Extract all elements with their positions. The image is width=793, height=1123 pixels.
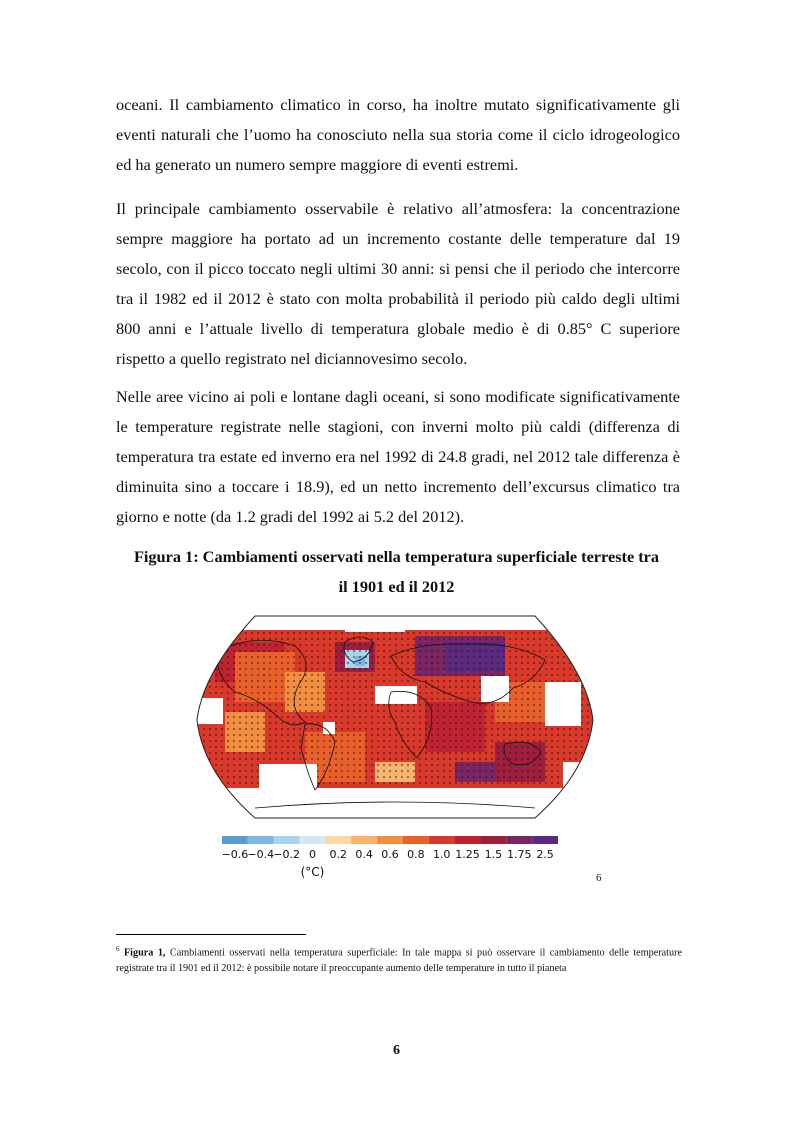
legend-tick-label: 1.75 xyxy=(506,848,532,861)
legend-swatch xyxy=(403,836,429,844)
legend-tick-label: 1.0 xyxy=(432,848,451,861)
legend-tick-label: 0.6 xyxy=(381,848,399,861)
legend-tick-label: 0.2 xyxy=(329,848,348,861)
temperature-change-map xyxy=(195,612,595,822)
footnote-number: 6 xyxy=(116,945,120,953)
paragraph-1: oceani. Il cambiamento climatico in corso, ha inoltre mutato significativamente gli eventi naturali che l’uomo ha conosciuto nella sua storia come il ciclo idrogeologico ed ha generato un numero sempre maggiore di eventi estremi. xyxy=(116,95,680,174)
footnote-separator xyxy=(116,934,306,935)
footnote xyxy=(116,941,682,977)
legend-tick-label: 2.5 xyxy=(536,848,554,861)
legend-tick-label: −0.4 xyxy=(247,848,275,861)
legend-swatch xyxy=(455,836,481,844)
legend-swatch xyxy=(480,836,506,844)
legend-swatch xyxy=(325,836,351,844)
paragraph-3: Nelle aree vicino ai poli e lontane dagli oceani, si sono modificate significativamente le temperature registrate nelle stagioni, con inverni molto più caldi (differenza di temperatura tra estate ed inverno era nel 1992 di 24.8 gradi, nel 2012 tale differenza è diminuita sino a toccare i 18.9), ed un netto incremento dell’excursus climatico tra giorno e notte (da 1.2 gradi del 1992 ai 5.2 del 2012). xyxy=(116,387,680,526)
legend-tick-label: −0.2 xyxy=(273,848,300,861)
legend-swatch xyxy=(532,836,558,844)
footnote-marker: 6 xyxy=(596,872,602,884)
legend-swatch xyxy=(248,836,274,844)
legend-swatch xyxy=(351,836,377,844)
color-scale xyxy=(222,836,562,886)
figure-caption-line-2: il 1901 ed il 2012 xyxy=(338,577,455,596)
color-legend xyxy=(222,836,562,886)
legend-tick-label: −0.6 xyxy=(222,848,249,861)
legend-swatch xyxy=(506,836,532,844)
legend-tick-label: 1.25 xyxy=(455,848,480,861)
legend-unit-label: (°C) xyxy=(300,865,325,879)
world-map-graphic xyxy=(195,612,595,822)
figure-caption-line-1: Figura 1: Cambiamenti osservati nella temperatura superficiale terreste tra xyxy=(133,547,660,566)
legend-swatch xyxy=(429,836,455,844)
legend-swatch xyxy=(300,836,326,844)
legend-tick-label: 0.4 xyxy=(355,848,373,861)
legend-swatch xyxy=(222,836,248,844)
legend-tick-label: 0 xyxy=(308,848,316,861)
legend-tick-label: 0.8 xyxy=(407,848,425,861)
legend-swatch xyxy=(274,836,300,844)
footnote-title: Figura 1, xyxy=(123,947,166,959)
paragraph-2: Il principale cambiamento osservabile è relativo all’atmosfera: la concentrazione sempre maggiore ha portato ad un incremento costante delle temperature dal 19 secolo, con il picco toccato negli ultimi 30 anni: si pensi che il periodo che intercorre tra il 1982 ed il 2012 è stato con molta probabilità il periodo più caldo degli ultimi 800 anni e l’attuale livello di temperatura globale medio è di 0.85° C superiore rispetto a quello registrato nel diciannovesimo secolo. xyxy=(116,199,680,368)
legend-swatch xyxy=(377,836,403,844)
legend-tick-label: 1.5 xyxy=(484,848,503,861)
page-number: 6 xyxy=(393,1043,400,1058)
footnote-text: Cambiamenti osservati nella temperatura superficiale: In tale mappa si può osservare il cambiamento delle temperature registrate tra il 1901 ed il 2012: è possibile notare il preoccupante aumento delle temperature in tutto il pianeta xyxy=(116,947,682,975)
